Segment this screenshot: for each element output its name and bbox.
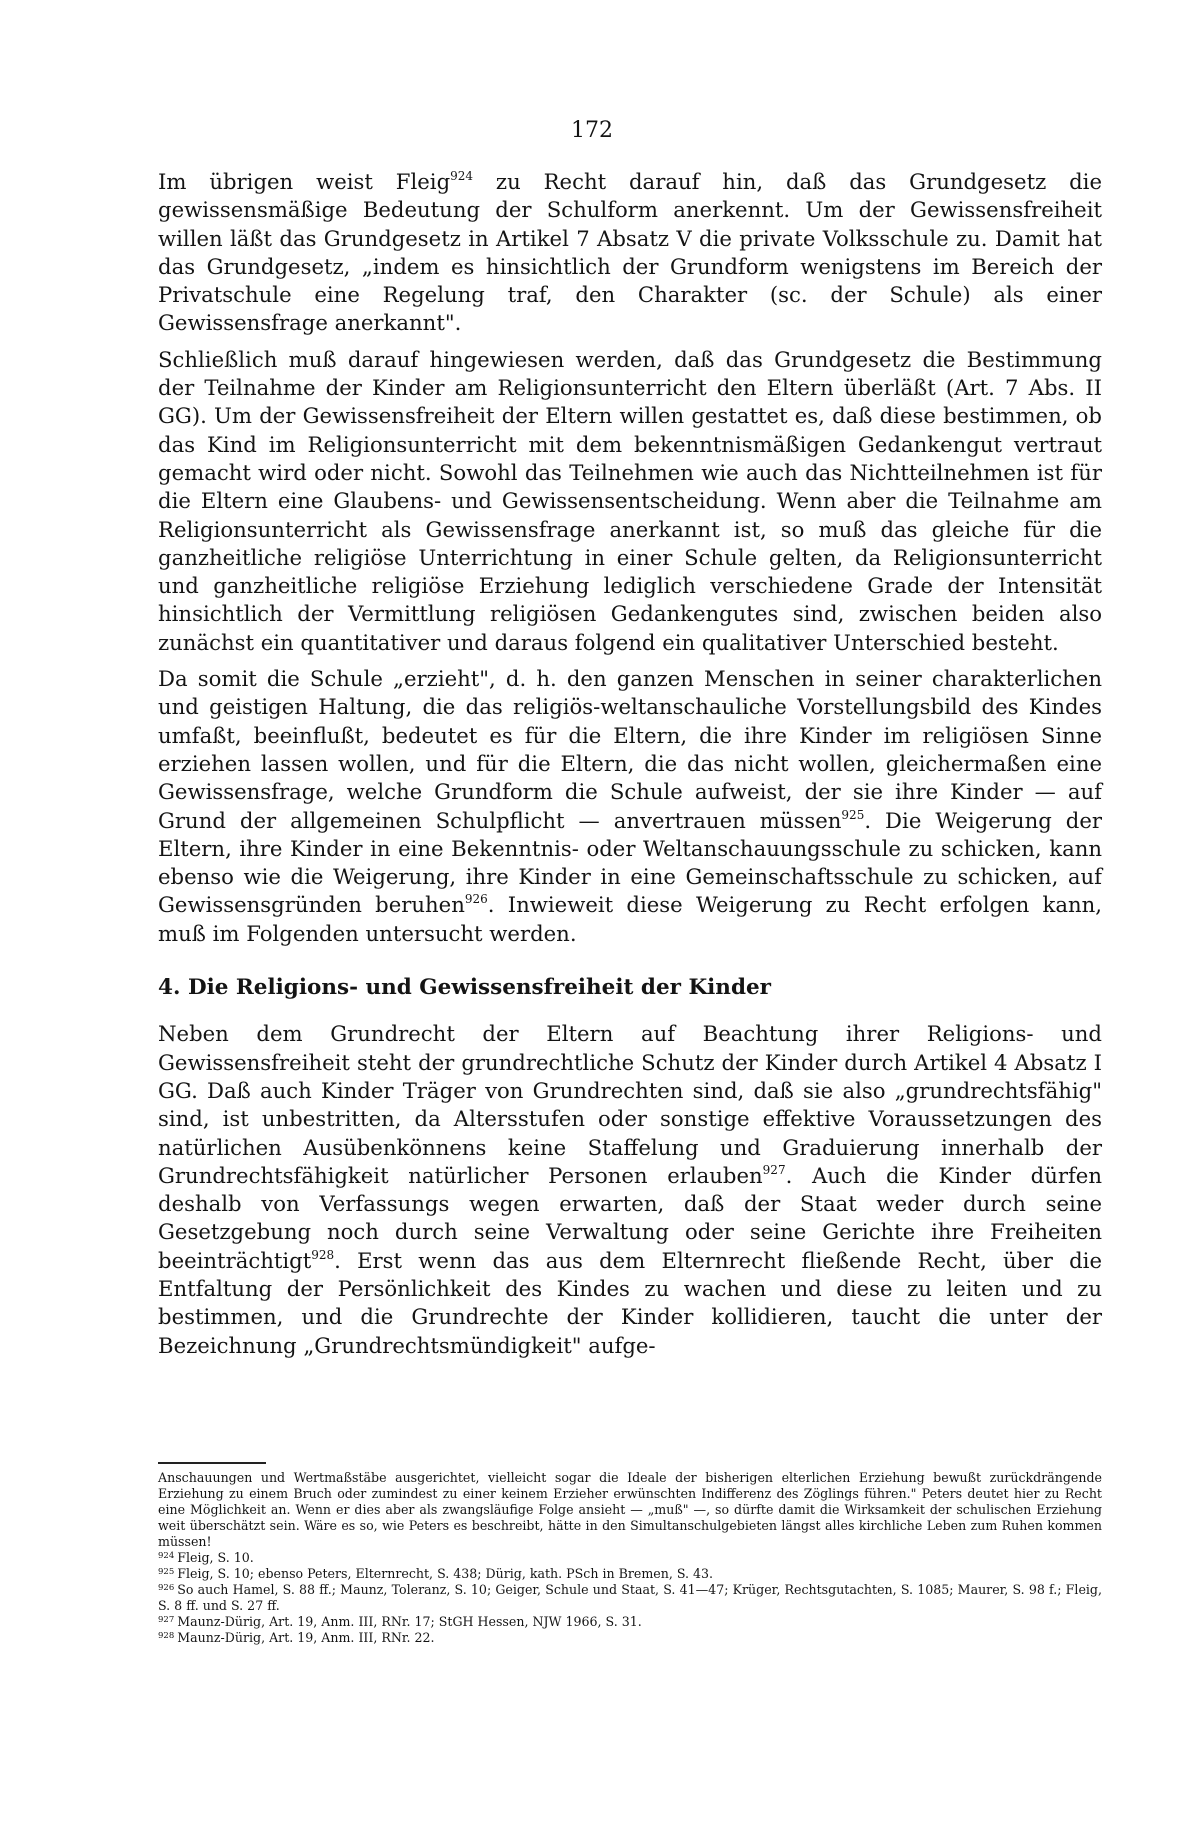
section-heading — [158, 974, 1102, 1002]
footnote-text: So auch Hamel, S. 88 ff.; Maunz, Toleranz, S. 10; Geiger, Schule und Staat, S. 41—47; Krüger, Rechtsgutachten, S. 1085; Maurer, S. 98 f.; Fleig, S. 8 ff. und S. 27 ff. — [158, 1582, 1102, 1613]
footnote-text: Maunz-Dürig, Art. 19, Anm. III, RNr. 17; StGH Hessen, NJW 1966, S. 31. — [177, 1614, 642, 1629]
paragraph-4-text-c: . Erst wenn das aus dem Elternrecht fließende Recht, über die Entfaltung der Persönlichkeit des Kindes zu wachen und diese zu leiten und zu bestimmen, und die Grundrechte der Kinder kollidieren, taucht die unter der Bezeichnung „Grundrechtsmündigkeit" aufge- — [158, 1247, 1102, 1358]
paragraph-3 — [158, 665, 1102, 948]
footnote-number: 927 — [158, 1615, 175, 1625]
footnote-number: 924 — [158, 1551, 175, 1561]
footnote-924 — [158, 1550, 1102, 1566]
footnote-ref-925: 925 — [841, 807, 865, 822]
paragraph-3-text-b: . Die Weigerung der Eltern, ihre Kinder in eine Bekenntnis- oder Weltanschauungsschule zu schicken, kann ebenso wie die Weigerung, ihre Kinder in eine Gemeinschaftsschule zu schicken, auf Gewissensgründen beruhen — [158, 807, 1103, 918]
footnote-ref-928: 928 — [311, 1247, 335, 1262]
footnote-continuation: Anschauungen und Wertmaßstäbe ausgerichtet, vielleicht sogar die Ideale der bisherigen elterlichen Erziehung bewußt zurückdrängende Erziehung zu einem Bruch oder zumindest zu einer keinem Erzieher erwünschten Indifferenz des Zöglings führen." Peters deutet hier zu Recht eine Möglichkeit an. Wenn er dies aber als zwangsläufige Folge ansieht — „muß" —, so dürfte damit die Wirksamkeit der schulischen Erziehung weit überschätzt sein. Wäre es so, wie Peters es beschreibt, hätte in den Simultanschulgebieten längst alles kirchliche Leben zum Ruhen kommen müssen! — [158, 1470, 1102, 1549]
main-text — [158, 168, 1102, 1368]
paragraph-1 — [158, 168, 1102, 338]
footnote-928 — [158, 1630, 1102, 1646]
paragraph-2: Schließlich muß darauf hingewiesen werden, daß das Grundgesetz die Bestimmung der Teilnahme der Kinder am Religionsunterricht den Eltern überläßt (Art. 7 Abs. II GG). Um der Gewissensfreiheit der Eltern willen gestattet es, daß diese bestimmen, ob das Kind im Religionsunterricht mit dem bekenntnismäßigen Gedankengut vertraut gemacht wird oder nicht. Sowohl das Teilnehmen wie auch das Nichtteilnehmen ist für die Eltern eine Glaubens- und Gewissensentscheidung. Wenn aber die Teilnahme am Religionsunterricht als Gewissensfrage anerkannt ist, so muß das gleiche für die ganzheitliche religiöse Unterrichtung in einer Schule gelten, da Religionsunterricht und ganzheitliche religiöse Erziehung lediglich verschiedene Grade der Intensität hinsichtlich der Vermittlung religiösen Gedankengutes sind, zwischen beiden also zunächst ein quantitativer und daraus folgend ein qualitativer Unterschied besteht. — [158, 346, 1102, 655]
paragraph-1-text-a: Im übrigen weist Fleig — [158, 169, 451, 194]
footnote-ref-924: 924 — [450, 169, 474, 183]
paragraph-4-text-b: . Auch die Kinder dürfen deshalb von Verfassungs wegen erwarten, daß der Staat weder durch seine Gesetzgebung noch durch seine Verwaltung oder seine Gerichte ihre Freiheiten beeinträchtigt — [158, 1162, 1102, 1273]
footnote-number: 928 — [158, 1631, 175, 1641]
section-number: 4. — [158, 975, 181, 1001]
paragraph-3-text-a: Da somit die Schule „erzieht", d. h. den ganzen Menschen in seiner charakterlichen und geistigen Haltung, die das religiös-weltanschauliche Vorstellungsbild des Kindes umfaßt, beeinflußt, bedeutet es für die Eltern, die ihre Kinder im religiösen Sinne erziehen lassen wollen, und für die Eltern, die das nicht wollen, gleichermaßen eine Gewissensfrage, welche Grundform die Schule aufweist, der sie ihre Kinder — auf Grund der allgemeinen Schulpflicht — anvertrauen müssen — [158, 666, 1102, 833]
footnote-927 — [158, 1614, 1102, 1630]
paragraph-3-text-c: . Inwieweit diese Weigerung zu Recht erfolgen kann, muß im Folgenden untersucht werden. — [158, 892, 1102, 946]
footnotes — [158, 1470, 1102, 1646]
footnote-926 — [158, 1582, 1102, 1614]
footnote-text: Maunz-Dürig, Art. 19, Anm. III, RNr. 22. — [177, 1630, 435, 1645]
footnote-ref-926: 926 — [464, 892, 488, 907]
footnote-text: Fleig, S. 10. — [177, 1550, 254, 1565]
paragraph-4 — [158, 1020, 1102, 1360]
footnote-925 — [158, 1566, 1102, 1582]
page-number: 172 — [571, 118, 613, 143]
paragraph-1-text-b: zu Recht darauf hin, daß das Grundgesetz die gewissensmäßige Bedeutung der Schulform anerkennt. Um der Gewissensfreiheit willen läßt das Grundgesetz in Artikel 7 Absatz V die private Volksschule zu. Damit hat das Grundgesetz, „indem es hinsichtlich der Grundform wenigstens im Bereich der Privatschule eine Regelung traf, den Charakter (sc. der Schule) als einer Gewissensfrage anerkannt". — [158, 169, 1103, 336]
footnote-number: 925 — [158, 1567, 175, 1577]
footnote-text: Fleig, S. 10; ebenso Peters, Elternrecht, S. 438; Dürig, kath. PSch in Bremen, S. 43. — [177, 1566, 714, 1581]
footnote-divider — [158, 1462, 266, 1464]
footnote-number: 926 — [158, 1583, 175, 1593]
paragraph-4-text-a: Neben dem Grundrecht der Eltern auf Beachtung ihrer Religions- und Gewissensfreiheit steht der grundrechtliche Schutz der Kinder durch Artikel 4 Absatz I GG. Daß auch Kinder Träger von Grundrechten sind, daß sie also „grundrechtsfähig" sind, ist unbestritten, da Altersstufen oder sonstige effektive Voraussetzungen des natürlichen Ausübenkönnens keine Staffelung und Graduierung innerhalb der Grundrechtsfähigkeit natürlicher Personen erlauben — [158, 1021, 1102, 1188]
footnote-ref-927: 927 — [762, 1162, 786, 1177]
section-title: Die Religions- und Gewissensfreiheit der Kinder — [187, 975, 771, 1001]
